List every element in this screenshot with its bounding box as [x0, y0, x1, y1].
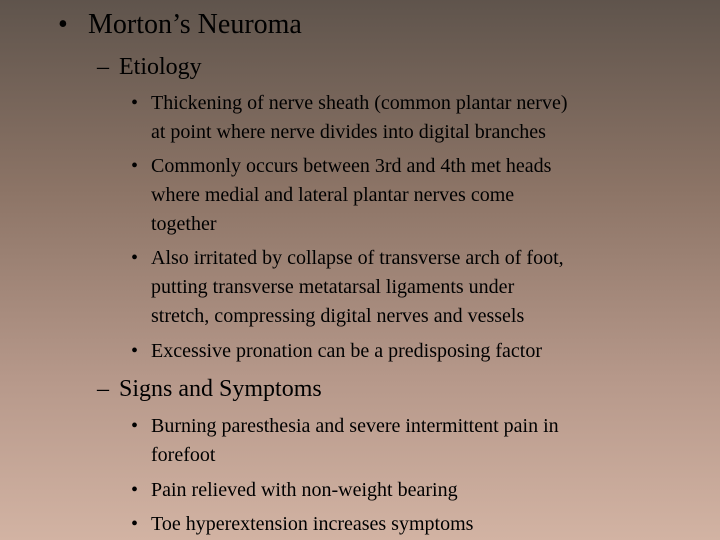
list-bullet: • — [131, 247, 139, 269]
list-item-line: Pain relieved with non-weight bearing — [151, 479, 458, 501]
list-item-line: Burning paresthesia and severe intermittent pain in — [151, 415, 559, 437]
list-item — [131, 510, 473, 539]
list-item-text — [151, 89, 568, 147]
list-item-line: putting transverse metatarsal ligaments under — [151, 276, 515, 298]
list-item-line: Toe hyperextension increases symptoms — [151, 513, 474, 535]
list-item — [131, 412, 559, 470]
list-item — [131, 152, 551, 239]
section-heading-etiology — [97, 53, 202, 81]
title-text: Morton’s Neuroma — [88, 9, 302, 40]
list-item-line: together — [151, 213, 217, 235]
list-item-line: Commonly occurs between 3rd and 4th met heads — [151, 155, 552, 177]
list-item-text — [151, 152, 551, 239]
list-item-line: stretch, compressing digital nerves and vessels — [151, 305, 525, 327]
list-bullet: • — [131, 92, 139, 114]
list-item-line: where medial and lateral plantar nerves come — [151, 184, 515, 206]
list-item-text — [151, 510, 473, 539]
list-item-text — [151, 244, 564, 331]
list-item — [131, 337, 542, 366]
list-bullet: • — [131, 415, 139, 437]
list-item-line: at point where nerve divides into digital branches — [151, 121, 546, 143]
list-item-text — [151, 412, 559, 470]
list-bullet: • — [131, 340, 139, 362]
section-heading-text: Signs and Symptoms — [119, 376, 322, 402]
section-dash: – — [97, 376, 109, 402]
list-item-line: forefoot — [151, 444, 216, 466]
list-bullet: • — [131, 155, 139, 177]
list-item-line: Also irritated by collapse of transverse arch of foot, — [151, 247, 564, 269]
list-bullet: • — [131, 479, 139, 501]
slide-title — [58, 9, 302, 41]
list-bullet: • — [131, 513, 139, 535]
list-item-text — [151, 476, 458, 505]
list-item — [131, 89, 568, 147]
title-bullet: • — [58, 9, 68, 40]
list-item — [131, 476, 458, 505]
section-dash: – — [97, 54, 109, 80]
list-item-text — [151, 337, 542, 366]
section-heading-text: Etiology — [119, 54, 202, 80]
list-item-line: Thickening of nerve sheath (common plantar nerve) — [151, 92, 568, 114]
section-heading-signs-and-symptoms — [97, 375, 322, 403]
list-item — [131, 244, 564, 331]
list-item-line: Excessive pronation can be a predisposing factor — [151, 340, 542, 362]
